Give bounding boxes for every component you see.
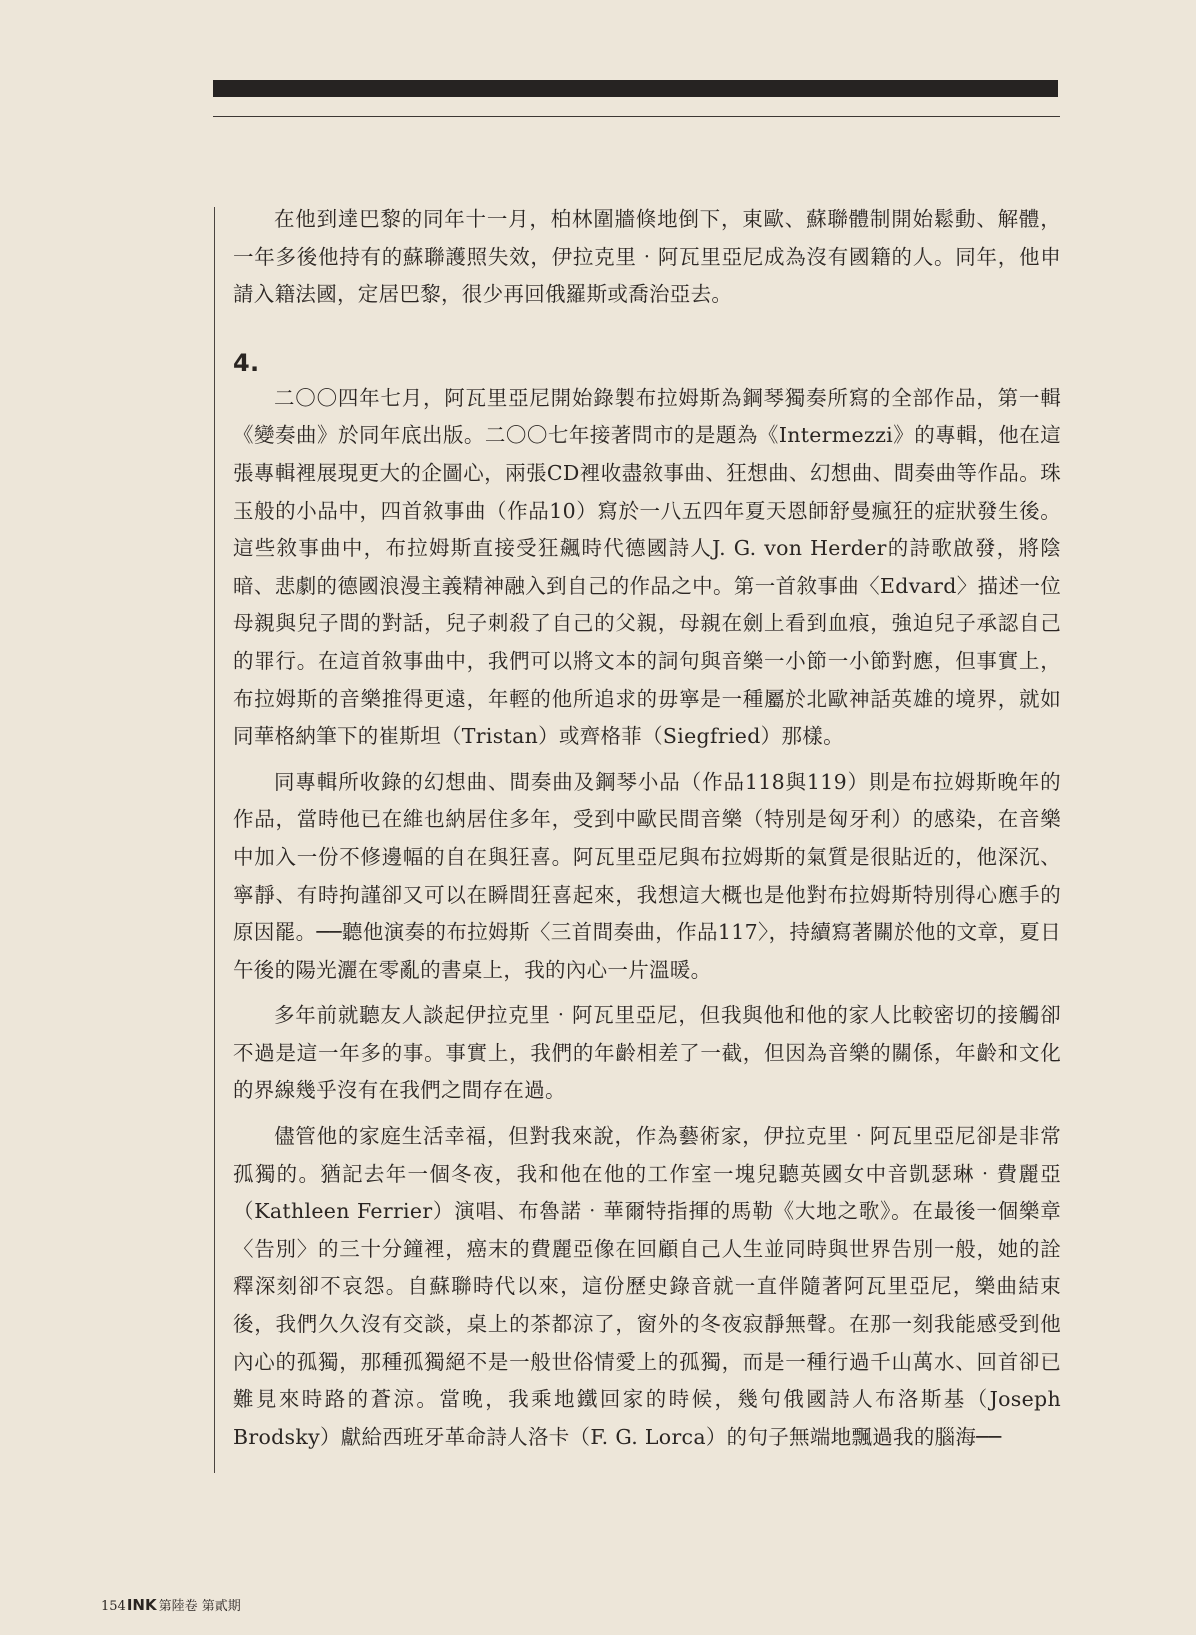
article-paragraph: 在他到達巴黎的同年十一月，柏林圍牆倏地倒下，東歐、蘇聯體制開始鬆動、解體，一年多後他持有的蘇聯護照失效，伊拉克里‧阿瓦里亞尼成為沒有國籍的人。同年，他申請入籍法國，定居巴黎，很少再回俄羅斯或喬治亞去。 (233, 207, 1061, 307)
article-paragraph: 二〇〇四年七月，阿瓦里亞尼開始錄製布拉姆斯為鋼琴獨奏所寫的全部作品，第一輯《變奏曲》於同年底出版。二〇〇七年接著問市的是題為《Intermezzi》的專輯，他在這張專輯裡展現更大的企圖心，兩張CD裡收盡敘事曲、狂想曲、幻想曲、間奏曲等作品。珠玉般的小品中，四首敘事曲（作品10）寫於一八五四年夏天恩師舒曼瘋狂的症狀發生後。這些敘事曲中，布拉姆斯直接受狂飆時代德國詩人J. G. von Herder的詩歌啟發，將陰暗、悲劇的德國浪漫主義精神融入到自己的作品之中。第一首敘事曲〈Edvard〉描述一位母親與兒子間的對話，兒子刺殺了自己的父親，母親在劍上看到血痕，強迫兒子承認自己的罪行。在這首敘事曲中，我們可以將文本的詞句與音樂一小節一小節對應，但事實上，布拉姆斯的音樂推得更遠，年輕的他所追求的毋寧是一種屬於北歐神話英雄的境界，就如同華格納筆下的崔斯坦（Tristan）或齊格菲（Siegfried）那樣。 (233, 385, 1061, 749)
section-heading: 4. (233, 348, 260, 377)
article-paragraph: 多年前就聽友人談起伊拉克里‧阿瓦里亞尼，但我與他和他的家人比較密切的接觸卻不過是這一年多的事。事實上，我們的年齡相差了一截，但因為音樂的關係，年齡和文化的界線幾乎沒有在我們之間存在過。 (233, 1003, 1061, 1103)
header-bar (213, 80, 1058, 97)
magazine-name: INK (126, 1596, 157, 1614)
article-paragraph: 同專輯所收錄的幻想曲、間奏曲及鋼琴小品（作品118與119）則是布拉姆斯晚年的作品，當時他已在維也納居住多年，受到中歐民間音樂（特別是匈牙利）的感染，在音樂中加入一份不修邊幅的自在與狂喜。阿瓦里亞尼與布拉姆斯的氣質是很貼近的，他深沉、寧靜、有時拘謹卻又可以在瞬間狂喜起來，我想這大概也是他對布拉姆斯特別得心應手的原因罷。──聽他演奏的布拉姆斯〈三首間奏曲，作品117〉，持續寫著關於他的文章，夏日午後的陽光灑在零亂的書桌上，我的內心一片溫暖。 (233, 769, 1061, 982)
header-rule (213, 116, 1060, 117)
page-number: 154 (101, 1599, 126, 1614)
article-body (233, 201, 1061, 1464)
margin-rule (214, 207, 215, 1473)
page-footer (101, 1597, 241, 1615)
article-paragraph: 儘管他的家庭生活幸福，但對我來說，作為藝術家，伊拉克里‧阿瓦里亞尼卻是非常孤獨的。猶記去年一個冬夜，我和他在他的工作室一塊兒聽英國女中音凱瑟琳‧費麗亞（Kathleen Ferrier）演唱、布魯諾‧華爾特指揮的馬勒《大地之歌》。在最後一個樂章〈告別〉的三十分鐘裡，癌末的費麗亞像在回顧自己人生並同時與世界告別一般，她的詮釋深刻卻不哀怨。自蘇聯時代以來，這份歷史錄音就一直伴隨著阿瓦里亞尼，樂曲結束後，我們久久沒有交談，桌上的茶都涼了，窗外的冬夜寂靜無聲。在那一刻我能感受到他內心的孤獨，那種孤獨絕不是一般世俗情愛上的孤獨，而是一種行過千山萬水、回首卻已難見來時路的蒼涼。當晚，我乘地鐵回家的時候，幾句俄國詩人布洛斯基（Joseph Brodsky）獻給西班牙革命詩人洛卡（F. G. Lorca）的句子無端地飄過我的腦海── (233, 1124, 1061, 1449)
issue-label: 第陸卷 第貳期 (158, 1599, 241, 1614)
